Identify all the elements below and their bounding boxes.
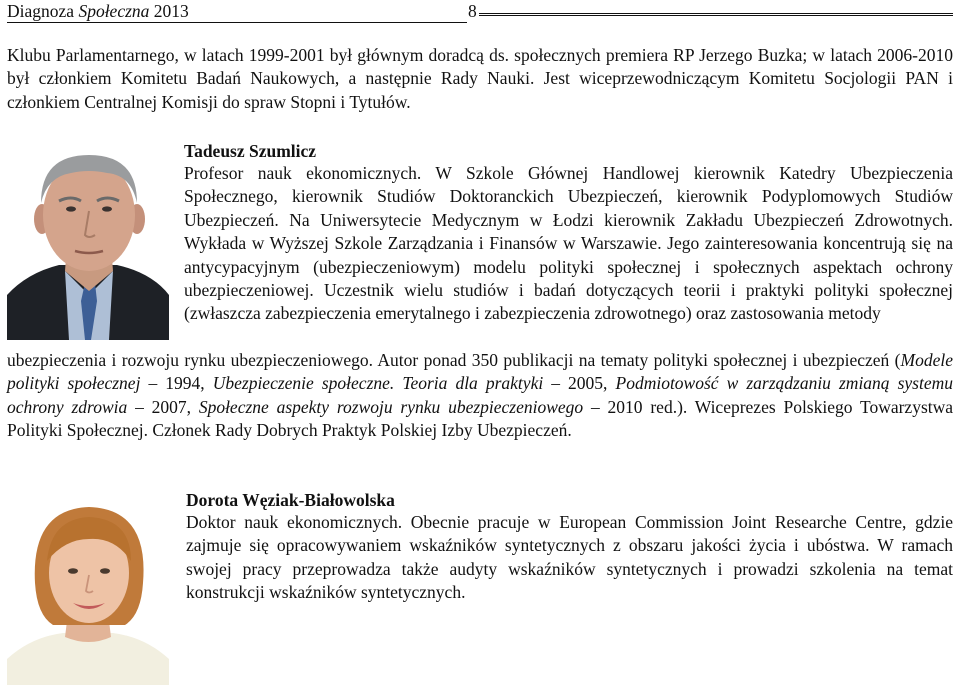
person-name-tadeusz-szumlicz: Tadeusz Szumlicz [184, 141, 317, 161]
bio-text: – 2005, [543, 373, 616, 394]
publication-title: Podmiotowość w zarządzaniu zmianą systemu ochrony zdrowia [7, 373, 954, 417]
running-title-year: 2013 [149, 1, 189, 21]
bio-text: ubezpieczenia i rozwoju rynku ubezpieczeniowego. Autor ponad 350 publikacji na tematy polityki społecznej i ubezpieczeń ( [7, 350, 901, 370]
page-header [7, 0, 953, 22]
publication-title: Modele polityki społecznej [7, 350, 953, 394]
bio-tadeusz-szumlicz-part1: Profesor nauk ekonomicznych. W Szkole Głównej Handlowej kierownik Katedry Ubezpieczenia Społecznego, kierownik Studiów Doktoranckich Ubezpieczeń, kierownik Podyplomowych Studiów Ubezpieczeń. Na Uniwersytecie Medycznym w Łodzi kierownik Zakładu Ubezpieczeń Zdrowotnych. Wykłada w Wyższej Szkole Zarządzania i Finansów w Warszawie. Jego zainteresowania koncentrują się na antycypacyjnym (ubezpieczeniowym) modelu polityki społecznej i społecznych aspektach ochrony ubezpieczeniowej. Uczestnik wielu studiów i badań dotyczących teorii i praktyki polityki społecznej (zwłaszcza zabezpieczenia emerytalnego i zabezpieczenia zdrowotnego) oraz zastosowania metody [184, 163, 953, 324]
portrait-dorota-weziak-bialowolska [7, 487, 169, 685]
running-title-italic: Społeczna [78, 1, 150, 21]
publication-title: Ubezpieczenie społeczne. Teoria dla praktyki [212, 373, 544, 394]
bio-tadeusz-szumlicz-part2 [7, 349, 953, 443]
bio-text: – 1994, [140, 373, 213, 394]
header-double-rule [479, 13, 953, 16]
person-name-dorota-weziak-bialowolska: Dorota Węziak-Białowolska [186, 490, 395, 510]
portrait-tadeusz-szumlicz [7, 145, 169, 340]
running-title-plain: Diagnoza [7, 1, 79, 21]
bio-text: – 2010 red.). Wiceprezes Polskiego Towarzystwa Polityki Społecznej. Członek Rady Dobrych Praktyk Polskiej Izby Ubezpieczeń. [7, 396, 954, 441]
publication-title: Społeczne aspekty rozwoju rynku ubezpieczeniowego [198, 396, 584, 417]
bio-text: – 2007, [127, 396, 199, 417]
intro-paragraph: Klubu Parlamentarnego, w latach 1999-2001 był głównym doradcą ds. społecznych premiera RP Jerzego Buzka; w latach 2006-2010 był członkiem Komitetu Badań Naukowych, a następnie Rady Nauki. Jest wiceprzewodniczącym Komitetu Socjologii PAN i członkiem Centralnej Komisji do spraw Stopni i Tytułów. [7, 45, 953, 112]
page-number: 8 [468, 1, 477, 21]
bio-dorota-weziak-bialowolska: Doktor nauk ekonomicznych. Obecnie pracuje w European Commission Joint Researche Centre, gdzie zajmuje się opracowywaniem wskaźników syntetycznych z obszaru jakości życia i ubóstwa. W ramach swojej pracy przeprowadza także audyty wskaźników syntetycznych i prowadzi szkolenia na temat konstrukcji wskaźników syntetycznych. [186, 512, 953, 603]
running-title [7, 0, 467, 23]
